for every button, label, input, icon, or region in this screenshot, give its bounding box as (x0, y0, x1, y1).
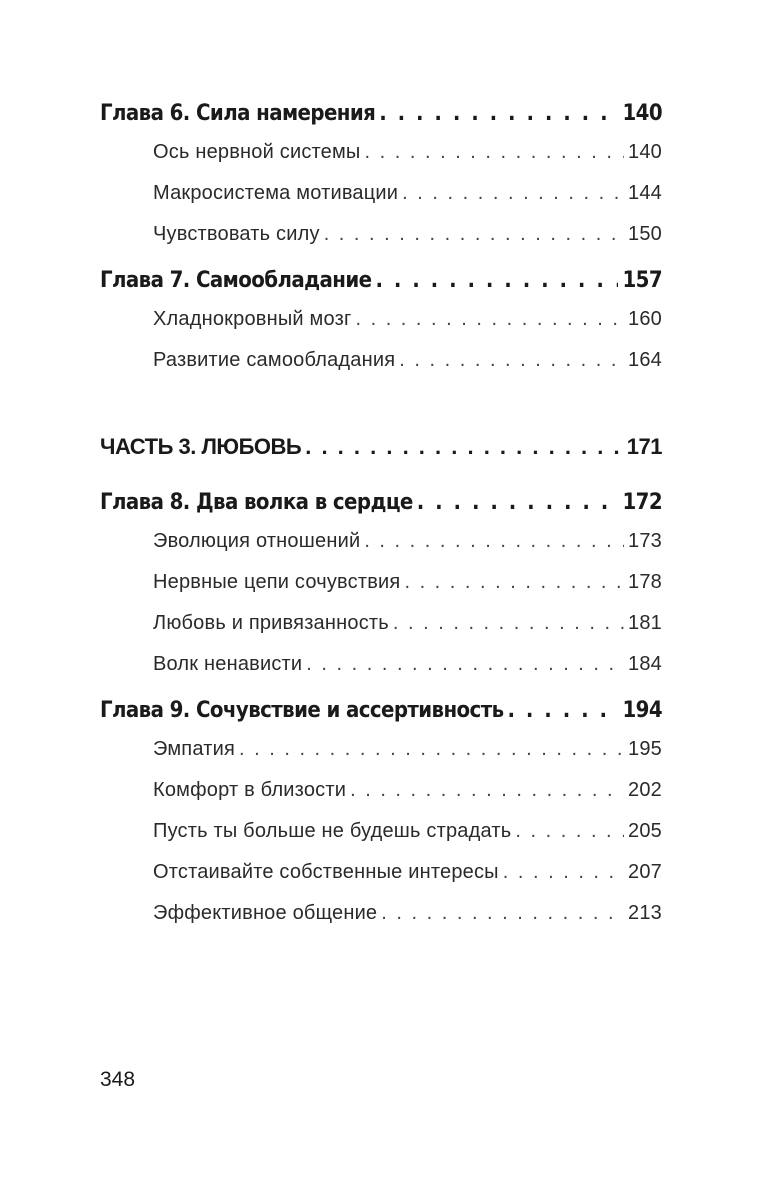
section-title: Отстаивайте собственные интересы (153, 861, 499, 883)
dot-leader (515, 811, 624, 852)
spacer (100, 381, 662, 429)
toc-section (100, 132, 662, 173)
chapter-page-number: 157 (622, 268, 662, 293)
section-page-number: 195 (628, 738, 662, 760)
section-page-number: 164 (628, 349, 662, 371)
dot-leader (379, 96, 618, 132)
section-page-number: 205 (628, 820, 662, 842)
toc-chapter-7 (100, 263, 662, 299)
section-title: Комфорт в близости (153, 779, 347, 801)
chapter-title: Глава 6. Сила намерения (100, 101, 376, 126)
section-title: Эмпатия (153, 738, 235, 760)
toc-section (100, 770, 662, 811)
dot-leader (306, 644, 624, 685)
section-page-number: 202 (628, 779, 662, 801)
toc-part-3 (100, 429, 662, 465)
section-title: Эволюция отношений (153, 530, 361, 552)
section-page-number: 207 (628, 861, 662, 883)
section-title: Макросистема мотивации (153, 182, 399, 204)
dot-leader (404, 562, 624, 603)
dot-leader (375, 263, 618, 299)
dot-leader (503, 852, 624, 893)
section-page-number: 181 (628, 612, 662, 634)
chapter-title: Глава 9. Сочувствие и ассертивность (100, 698, 504, 723)
toc-section (100, 173, 662, 214)
spacer (100, 255, 662, 263)
section-page-number: 140 (628, 141, 662, 163)
dot-leader (381, 893, 624, 934)
section-title: Волк ненависти (153, 653, 303, 675)
chapter-title: Глава 8. Два волка в сердце (100, 490, 413, 515)
chapter-page-number: 140 (622, 101, 662, 126)
dot-leader (399, 340, 624, 381)
dot-leader (239, 729, 624, 770)
toc-section (100, 340, 662, 381)
toc-section (100, 893, 662, 934)
section-page-number: 144 (628, 182, 662, 204)
dot-leader (507, 693, 618, 729)
section-title: Нервные цепи сочувствия (153, 571, 401, 593)
toc-section (100, 811, 662, 852)
table-of-contents (100, 96, 662, 934)
section-page-number: 160 (628, 308, 662, 330)
section-title: Хладнокровный мозг (153, 308, 352, 330)
toc-section (100, 562, 662, 603)
toc-section (100, 299, 662, 340)
section-page-number: 178 (628, 571, 662, 593)
toc-section (100, 603, 662, 644)
toc-section (100, 214, 662, 255)
dot-leader (350, 770, 624, 811)
section-page-number: 150 (628, 223, 662, 245)
section-title: Ось нервной системы (153, 141, 361, 163)
toc-chapter-6 (100, 96, 662, 132)
dot-leader (305, 429, 627, 465)
chapter-title: Глава 7. Самообладание (100, 268, 372, 293)
section-page-number: 173 (628, 530, 662, 552)
spacer (100, 465, 662, 485)
dot-leader (402, 173, 624, 214)
page-number: 348 (100, 1068, 136, 1091)
toc-chapter-8 (100, 485, 662, 521)
toc-section (100, 852, 662, 893)
dot-leader (324, 214, 624, 255)
section-title: Чувствовать силу (153, 223, 320, 245)
dot-leader (365, 132, 625, 173)
section-title: Любовь и привязанность (153, 612, 389, 634)
part-title: ЧАСТЬ 3. ЛЮБОВЬ (100, 434, 302, 459)
dot-leader (393, 603, 624, 644)
chapter-page-number: 194 (622, 698, 662, 723)
section-title: Эффективное общение (153, 902, 378, 924)
toc-section (100, 521, 662, 562)
section-title: Развитие самообладания (153, 349, 396, 371)
dot-leader (364, 521, 624, 562)
section-page-number: 184 (628, 653, 662, 675)
part-page-number: 171 (626, 434, 662, 459)
section-page-number: 213 (628, 902, 662, 924)
toc-chapter-9 (100, 693, 662, 729)
chapter-page-number: 172 (622, 490, 662, 515)
section-title: Пусть ты больше не будешь страдать (153, 820, 512, 842)
spacer (100, 685, 662, 693)
toc-section (100, 729, 662, 770)
dot-leader (417, 485, 619, 521)
toc-section (100, 644, 662, 685)
dot-leader (355, 299, 624, 340)
